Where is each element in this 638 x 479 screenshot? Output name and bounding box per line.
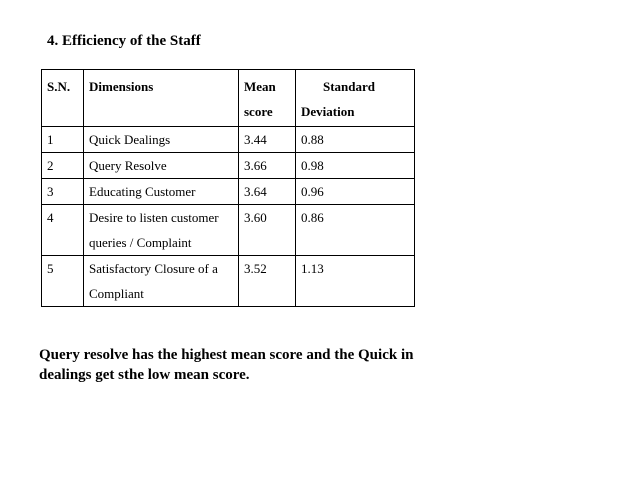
cell-sn: 2 — [42, 153, 84, 179]
header-standard-deviation — [296, 70, 415, 127]
cell-dimension: Educating Customer — [84, 179, 239, 205]
efficiency-table — [41, 69, 415, 307]
cell-sd: 1.13 — [296, 256, 415, 307]
header-sd-line2: Deviation — [301, 104, 355, 119]
cell-sd: 0.88 — [296, 127, 415, 153]
cell-mean: 3.52 — [239, 256, 296, 307]
cell-dimension: Query Resolve — [84, 153, 239, 179]
cell-sn: 5 — [42, 256, 84, 307]
cell-sn: 4 — [42, 205, 84, 256]
header-dimensions-label: Dimensions — [89, 79, 154, 94]
cell-sd: 0.98 — [296, 153, 415, 179]
cell-sn: 1 — [42, 127, 84, 153]
cell-mean: 3.66 — [239, 153, 296, 179]
cell-dimension: Satisfactory Closure of a Compliant — [84, 256, 239, 307]
table-row — [42, 256, 415, 307]
cell-dimension: Desire to listen customer queries / Complaint — [84, 205, 239, 256]
header-sn — [42, 70, 84, 127]
header-dimensions — [84, 70, 239, 127]
table-header-row — [42, 70, 415, 127]
table-row — [42, 127, 415, 153]
table-row — [42, 179, 415, 205]
cell-sd: 0.96 — [296, 179, 415, 205]
section-heading: 4. Efficiency of the Staff — [47, 33, 201, 49]
cell-mean: 3.44 — [239, 127, 296, 153]
header-mean-line2: score — [244, 104, 273, 119]
table-row — [42, 205, 415, 256]
header-mean-score — [239, 70, 296, 127]
cell-sn: 3 — [42, 179, 84, 205]
cell-sd: 0.86 — [296, 205, 415, 256]
cell-mean: 3.64 — [239, 179, 296, 205]
header-mean-line1: Mean — [244, 79, 276, 94]
header-sd-line1: Standard — [323, 79, 376, 94]
cell-dimension: Quick Dealings — [84, 127, 239, 153]
table-row — [42, 153, 415, 179]
cell-mean: 3.60 — [239, 205, 296, 256]
header-sn-label: S.N. — [47, 79, 71, 94]
conclusion-text: Query resolve has the highest mean score and the Quick in dealings get sthe low mean score. — [39, 347, 414, 383]
